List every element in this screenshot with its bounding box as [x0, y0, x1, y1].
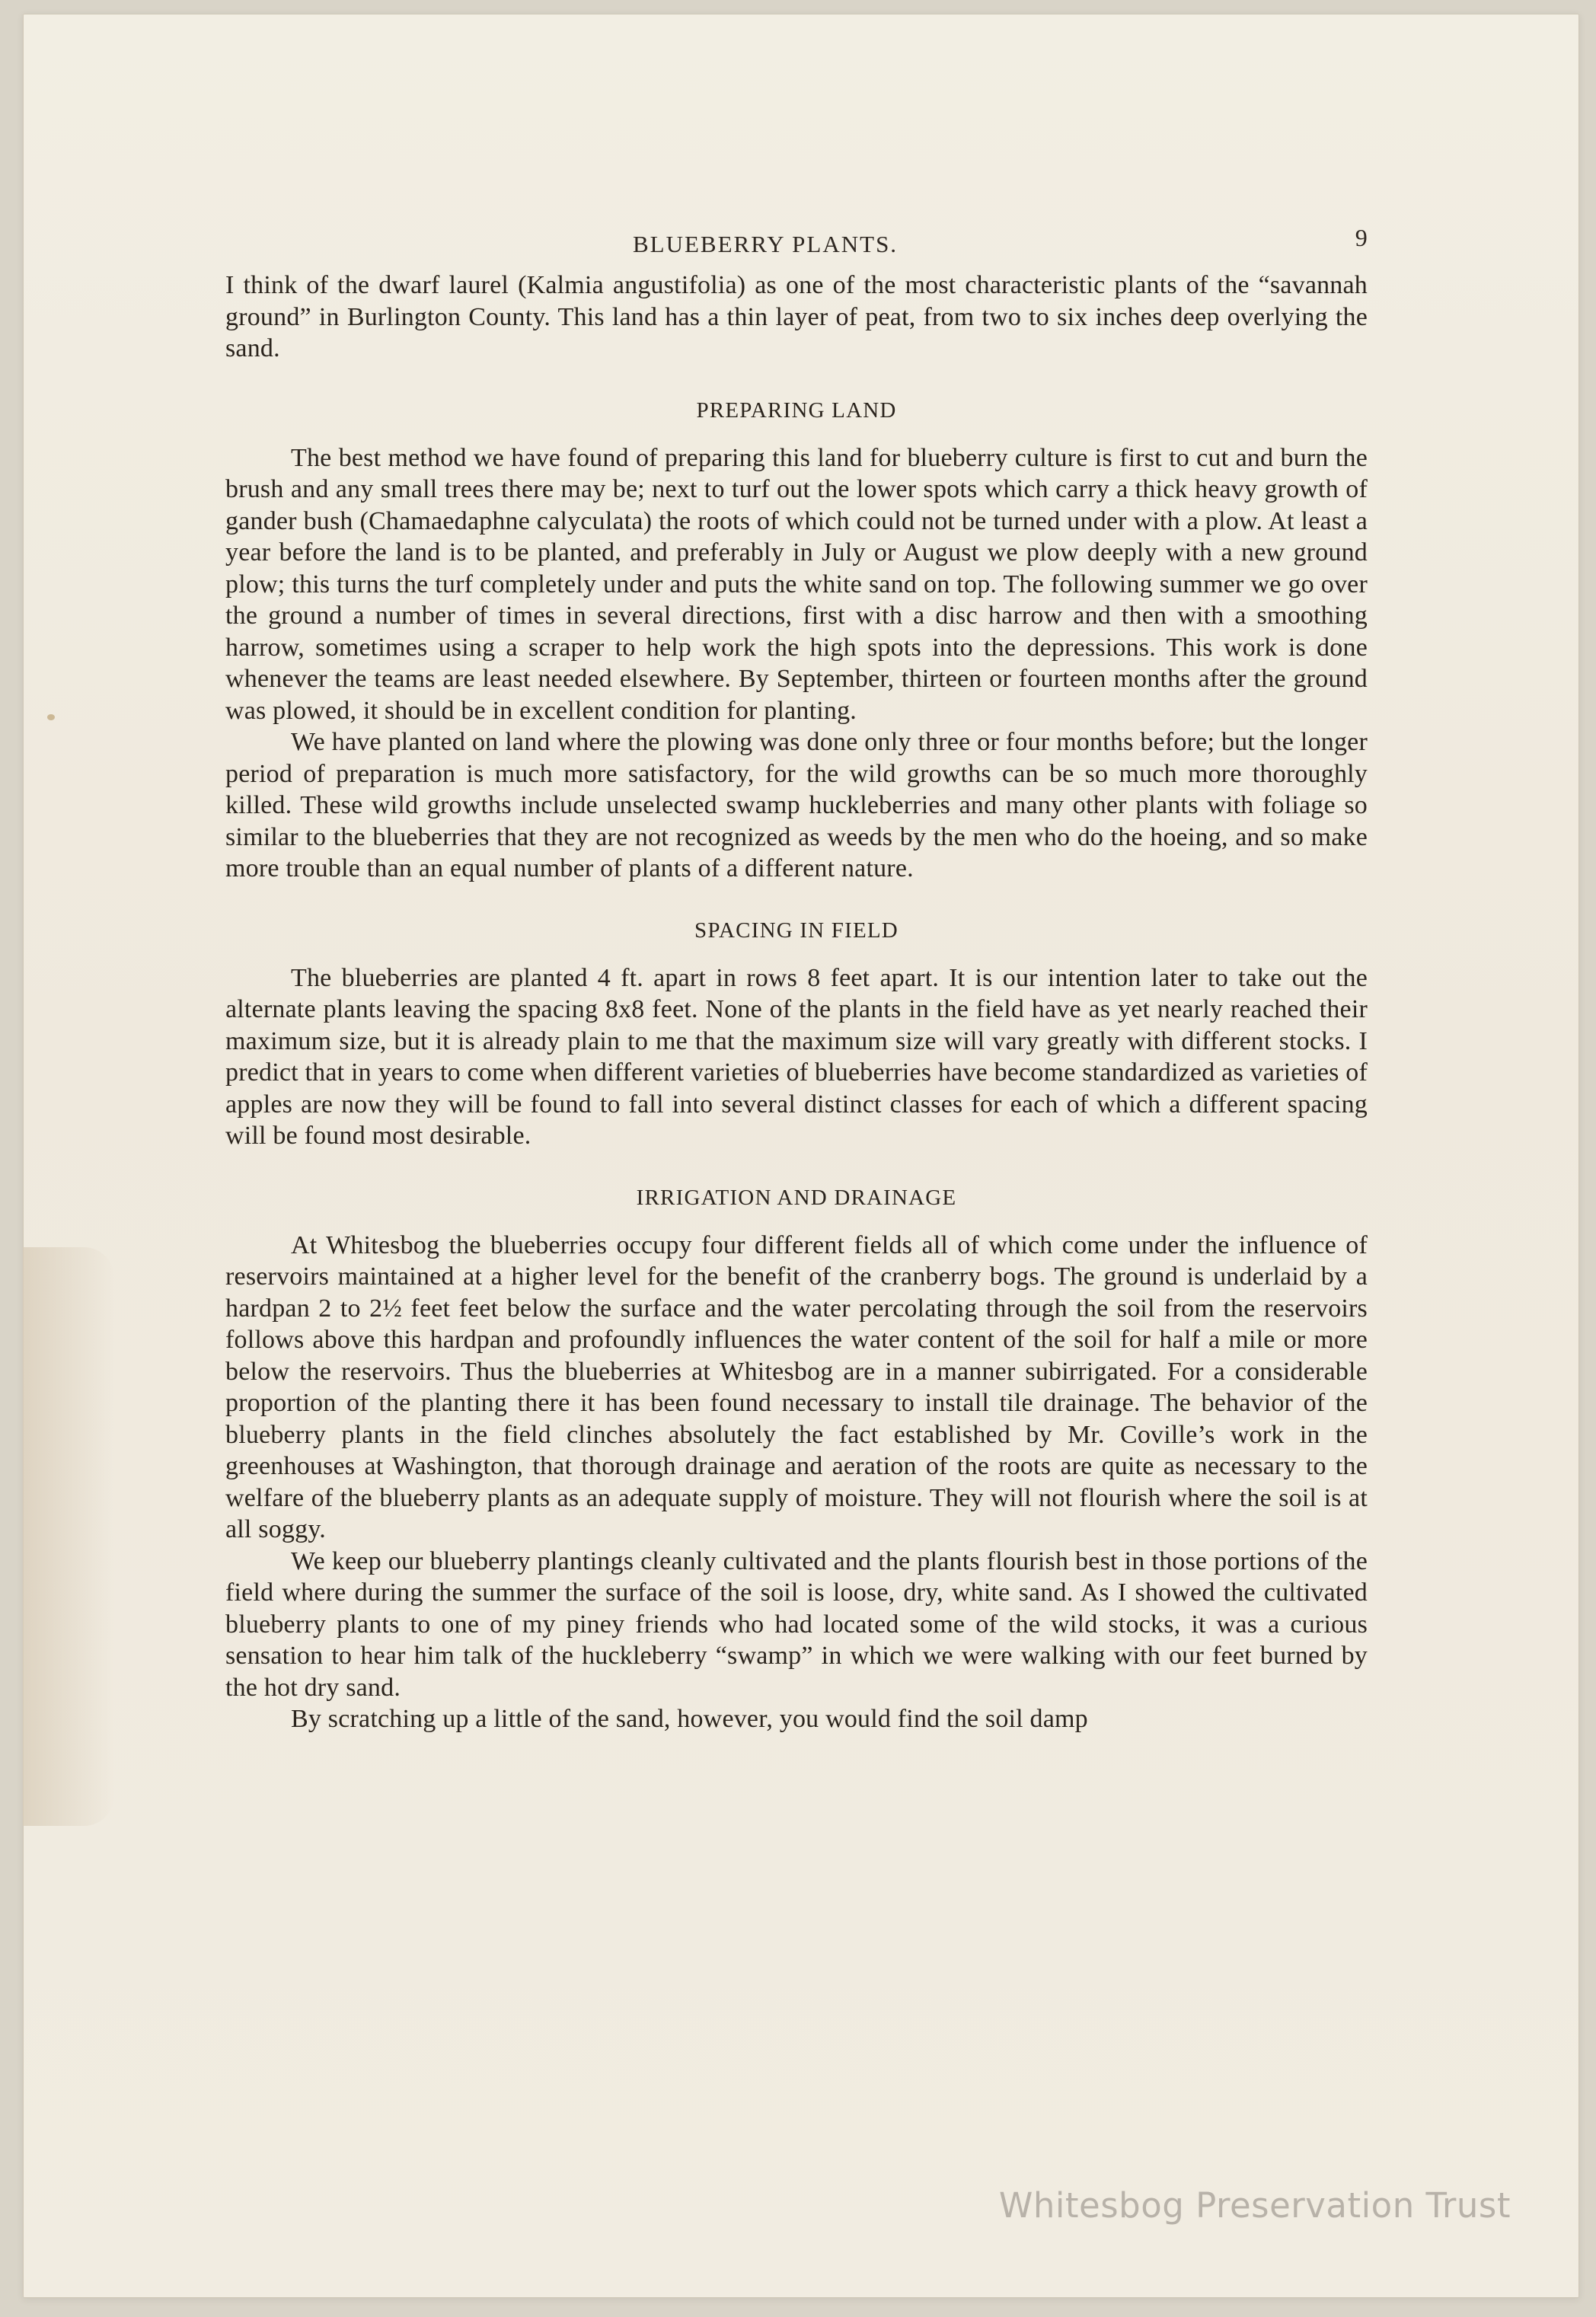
section-preparing-land	[225, 398, 1368, 885]
paragraph: The best method we have found of preparing this land for blueberry culture is first to cut and burn the brush and any small trees there may be; next to turf out the lower spots which carry a thick heavy growth of gander bush (Chamaedaphne calyculata) the roots of which could not be turned under with a plow. At least a year before the land is to be planted, and preferably in July or August we plow deeply with a new ground plow; this turns the turf completely under and puts the white sand on top. The following summer we go over the ground a number of times in several directions, first with a disc harrow and then with a smoothing harrow, sometimes using a scraper to help work the high spots into the depressions. This work is done whenever the teams are least needed elsewhere. By September, thirteen or fourteen months after the ground was plowed, it should be in excellent condition for planting.	[225, 443, 1368, 725]
paragraph: The blueberries are planted 4 ft. apart in rows 8 feet apart. It is our intention later to take out the alternate plants leaving the spacing 8x8 feet. None of the plants in the field have as yet nearly reached their maximum size, but it is already plain to me that the maximum size will vary greatly with different stocks. I predict that in years to come when different varieties of blueberries have become standardized as varieties of apples are now they will be found to fall into several distinct classes for each of which a different spacing will be found most desirable.	[225, 963, 1368, 1150]
paper-stain	[47, 714, 55, 720]
section-heading: SPACING IN FIELD	[694, 918, 899, 943]
paragraph: We keep our blueberry plantings cleanly cultivated and the plants flourish best in those portions of the field where during the summer the surface of the soil is loose, dry, white sand. As I showed the cultivated blueberry plants to one of my piney friends who had located some of the wild stocks, it was a curious sensation to hear him talk of the huckleberry “swamp” in which we were walking with our feet burned by the hot dry sand.	[225, 1546, 1368, 1702]
page-content	[225, 212, 1368, 1735]
page-header	[225, 212, 1368, 256]
section-heading: IRRIGATION AND DRAINAGE	[636, 1185, 957, 1210]
intro-paragraph: I think of the dwarf laurel (Kalmia angustifolia) as one of the most characteristic plants of the “savannah ground” in Burlington County. This land has a thin layer of peat, from two to six inches deep overlying the sand.	[225, 271, 1368, 362]
running-head: BLUEBERRY PLANTS.	[633, 231, 899, 257]
watermark-text: Whitesbog Preservation Trust	[998, 2185, 1511, 2226]
section-irrigation-and-drainage	[225, 1186, 1368, 1735]
section-spacing-in-field	[225, 918, 1368, 1152]
document-page	[23, 14, 1579, 2298]
page-number: 9	[1355, 224, 1368, 251]
paragraph: We have planted on land where the plowing was done only three or four months before; but the longer period of preparation is much more satisfactory, for the wild growths can be so much more thoroughly killed. These wild growths include unselected swamp huckleberries and many other plants with foliage so similar to the blueberries that they are not recognized as weeds by the men who do the hoeing, and so make more trouble than an equal number of plants of a different nature.	[225, 728, 1368, 882]
section-heading: PREPARING LAND	[696, 397, 897, 423]
paragraph: By scratching up a little of the sand, however, you would find the soil damp	[291, 1705, 1088, 1733]
paragraph: At Whitesbog the blueberries occupy four different fields all of which come under the influence of reservoirs maintained at a higher level for the benefit of the cranberry bogs. The ground is underlaid by a hardpan 2 to 2½ feet feet below the surface and the water percolating through the soil from the reservoirs follows above this hardpan and profoundly influences the water content of the soil for half a mile or more below the reservoirs. Thus the blueberries at Whitesbog are in a manner subirrigated. For a considerable proportion of the planting there it has been found necessary to install tile drainage. The behavior of the blueberry plants in the field clinches absolutely the fact established by Mr. Coville’s work in the greenhouses at Washington, that thorough drainage and aeration of the roots are quite as necessary to the welfare of the blueberry plants as an adequate supply of moisture. They will not flourish where the soil is at all soggy.	[225, 1230, 1368, 1543]
